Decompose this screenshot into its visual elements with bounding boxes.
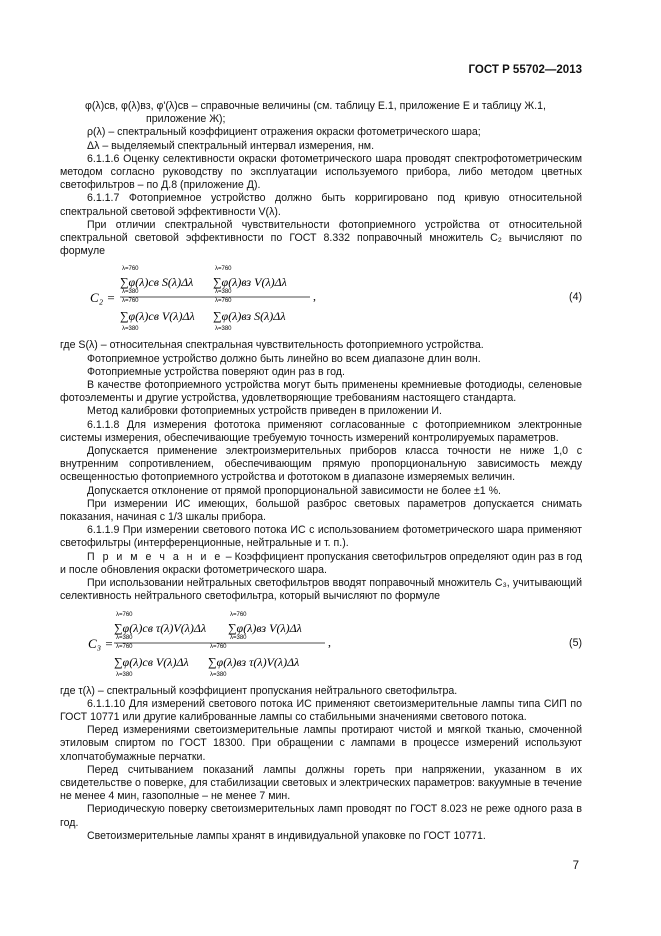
note-label: П р и м е ч а н и е [87, 550, 223, 563]
formula-4-den-b-upper: λ=760 [215, 298, 232, 305]
def-phi-line2: приложение Ж); [146, 113, 226, 126]
formula-4-den-a-upper: λ=760 [122, 298, 139, 305]
formula-4-num-a-lower: λ=380 [122, 289, 139, 296]
note [60, 551, 582, 577]
formula-5-num-b-lower: λ=380 [230, 634, 247, 641]
para-spread: При измерении ИС имеющих, большой разброс световых параметров допускается снимать показания, начиная с 1/3 шкалы прибора. [60, 497, 582, 524]
def-rho: ρ(λ) – спектральный коэффициент отражения окраски фотометрического шара; [87, 126, 481, 139]
formula-4-num-a: ∑φ(λ)св S(λ)Δλ [120, 275, 194, 290]
formula-4-num-b-lower: λ=380 [215, 289, 232, 296]
para-allowance: Допускается применение электроизмерительных приборов класса точности не ниже 1,0 с внутренним сопротивлением, обеспечивающим прямую пропорциональную зависимость между освещенностью фотоприемного устройства и фототоком в диапазоне измеряемых величин. [60, 445, 582, 484]
formula-4-den-b: ∑φ(λ)вз S(λ)Δλ [213, 309, 286, 324]
formula-4-num-a-upper: λ=760 [122, 266, 139, 273]
formula-4-number: (4) [569, 291, 582, 304]
para-calibration: Метод калибровки фотоприемных устройств приведен в приложении И. [87, 405, 442, 418]
formula-4 [60, 262, 582, 336]
formula-5 [60, 608, 582, 682]
where-s: где S(λ) – относительная спектральная чувствительность фотоприемного устройства. [60, 339, 484, 352]
page-number: 7 [572, 860, 579, 872]
def-phi [60, 100, 582, 126]
formula-5-den-b: ∑φ(λ)вз τ(λ)V(λ)Δλ [208, 654, 300, 669]
formula-5-num-b-upper: λ=760 [230, 611, 247, 618]
def-dlambda: Δλ – выделяемый спектральный интервал измерения, нм. [87, 139, 375, 152]
para-periodic: Периодическую поверку светоизмерительных ламп проводят по ГОСТ 8.023 не реже одного раза в год. [60, 803, 582, 829]
formula-4-num-b-upper: λ=760 [215, 266, 232, 273]
para-verify: Фотоприемные устройства поверяют один раз в год. [87, 365, 345, 378]
formula-4-den-a: ∑φ(λ)св V(λ)Δλ [120, 309, 195, 324]
formula-5-num-a: ∑φ(λ)св τ(λ)V(λ)Δλ [114, 620, 207, 635]
formula-5-den-a-lower: λ=380 [116, 671, 133, 678]
para-burn-in: Перед считыванием показаний лампы должны гореть при напряжении, указанном в их свидетельстве о поверке, для стабилизации световых и электрических параметров: вакуумные в течение не менее 4 мин, газополные – не менее 7 мин. [60, 763, 582, 803]
formula-4-den-a-lower: λ=380 [122, 326, 139, 333]
para-6-1-1-9: 6.1.1.9 При измерении светового потока ИС с использованием фотометрического шара применяют светофильтры (интерференционные, нейтральные и т. п.). [60, 524, 582, 550]
def-phi-line1: φ(λ)св, φ(λ)вз, φ'(λ)св – справочные величины (см. таблицу Е.1, приложение Е и таблицу Ж.1, [85, 100, 546, 112]
formula-5-den-b-upper: λ=760 [210, 643, 227, 650]
para-wipe: Перед измерениями светоизмерительные лампы протирают чистой и мягкой тканью, смоченной этиловым спиртом по ГОСТ 18300. При обращении с лампами в процессе измерений используют хлопчатобумажные перчатки. [60, 724, 582, 763]
formula-5-num-b: ∑φ(λ)вз V(λ)Δλ [228, 620, 302, 635]
formula-5-lhs: C₃ = [88, 635, 114, 651]
note-text: – Коэффициент пропускания светофильтров определяют один раз в год и после обновления окраски фотометрического шара. [60, 550, 582, 576]
para-neutral-filters: При использовании нейтральных светофильтров вводят поправочный множитель C₃, учитывающий селективность нейтрального светофильтра, который вычисляют по формуле [60, 577, 582, 603]
formula-4-lhs: C₂ = [90, 290, 116, 306]
para-6-1-1-10: 6.1.1.10 Для измерений светового потока ИС применяют светоизмерительные лампы типа СИП по ГОСТ 10771 или другие калиброванные лампы со стабильными значениями светового потока. [60, 697, 582, 723]
para-correction-c2: При отличии спектральной чувствительности фотоприемного устройства от относительной спектральной световой эффективности по ГОСТ 8.332 поправочный множитель C₂ вычисляют по формуле [60, 218, 582, 258]
para-6-1-1-8: 6.1.1.8 Для измерения фототока применяют согласованные с фотоприемником электронные системы измерения, обеспечивающие требуемую точность измерений контролируемых параметров. [60, 418, 582, 444]
para-deviation: Допускается отклонение от прямой пропорциональной зависимости не более ±1 %. [87, 484, 501, 497]
formula-5-number: (5) [569, 636, 582, 649]
formula-4-comma: , [313, 289, 316, 304]
formula-5-den-a-upper: λ=760 [116, 643, 133, 650]
formula-4-graphic [60, 262, 582, 336]
formula-5-den-b-lower: λ=380 [210, 671, 227, 678]
formula-5-comma: , [328, 634, 331, 649]
para-6-1-1-7: 6.1.1.7 Фотоприемное устройство должно быть корригировано под кривую относительной спектральной световой эффективности V(λ). [60, 192, 582, 218]
formula-4-num-b: ∑φ(λ)вз V(λ)Δλ [213, 275, 287, 290]
para-linear: Фотоприемное устройство должно быть линейно во всем диапазоне длин волн. [87, 352, 481, 365]
para-storage: Светоизмерительные лампы хранят в индивидуальной упаковке по ГОСТ 10771. [87, 829, 486, 842]
document-code: ГОСТ Р 55702—2013 [468, 64, 582, 76]
formula-5-den-a: ∑φ(λ)св V(λ)Δλ [114, 654, 189, 669]
formula-5-num-a-upper: λ=760 [116, 611, 133, 618]
page-body [60, 100, 582, 843]
formula-4-den-b-lower: λ=380 [215, 326, 232, 333]
where-tau: где τ(λ) – спектральный коэффициент пропускания нейтрального светофильтра. [60, 684, 458, 697]
formula-5-graphic [60, 608, 582, 682]
formula-5-num-a-lower: λ=380 [116, 634, 133, 641]
para-silicon: В качестве фотоприемного устройства могут быть применены кремниевые фотодиоды, селеновые фотоэлементы и другие устройства, удовлетворяющие требованиям настоящего стандарта. [60, 379, 582, 405]
para-6-1-1-6: 6.1.1.6 Оценку селективности окраски фотометрического шара проводят спектрофотометрическим методом согласно руководству по эксплуатации используемого прибора, либо методом цветных светофильтров – по Д.8 (приложение Д). [60, 152, 582, 192]
